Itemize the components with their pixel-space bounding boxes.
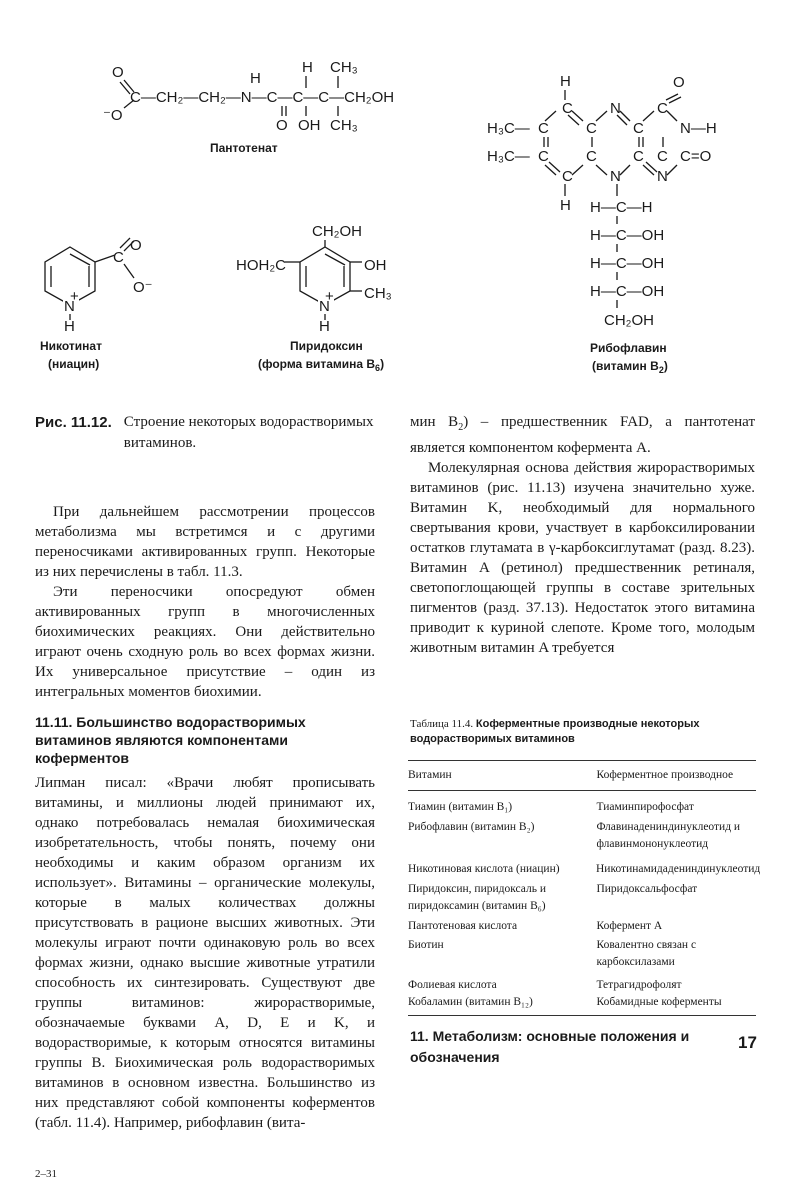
svg-text:C: C: [633, 148, 644, 165]
svg-text:O: O: [276, 117, 288, 134]
left-column-body: [35, 773, 375, 1133]
table-cell: Тетрагидрофолят: [596, 979, 682, 991]
svg-text:C—CH₂—CH₂—N—C—C—C—CH₂OH: C—CH₂—CH₂—N—C—C—C—CH₂OH: [130, 89, 395, 106]
table-cell: Флавинадениндинуклеотид и флавинмононуклеотид: [596, 821, 741, 850]
paragraph: Эти переносчики опосредуют обмен активированных групп в многочисленных биохимических реакциях. Они действительно играют очень сходную роль во всех формах жизни. Их универсальное присутствие – один из интегральных моментов биохимии.: [35, 584, 375, 700]
svg-text:O: O: [130, 237, 142, 254]
running-footer-chapter: 11. Метаболизм: основные положения и обозначения: [410, 1028, 690, 1065]
svg-text:H—C—H: H—C—H: [590, 199, 653, 216]
table-cell: Кобамидные коферменты: [596, 996, 722, 1008]
svg-text:C: C: [113, 249, 124, 266]
svg-text:C: C: [586, 148, 597, 165]
printer-signature: 2–31: [35, 1168, 57, 1180]
svg-text:H—C—OH: H—C—OH: [590, 255, 665, 272]
svg-text:H: H: [302, 59, 313, 76]
svg-text:+: +: [325, 288, 334, 305]
svg-text:C=O: C=O: [680, 148, 712, 165]
pyridoxine-structure: [236, 223, 392, 373]
riboflavin-sublabel-index: 2: [658, 365, 664, 375]
table-row: [408, 918, 756, 935]
nicotinate-structure: [40, 237, 153, 371]
svg-text:O: O: [112, 64, 124, 81]
table-cell: Пиридоксальфосфат: [596, 883, 698, 895]
vitamin-structures-figure: [0, 0, 800, 400]
riboflavin-structure: [487, 73, 717, 375]
pyridoxine-label: Пиридоксин: [290, 339, 363, 353]
left-column-top: [35, 502, 375, 702]
table-cell: Рибофлавин (витамин B₂): [408, 821, 535, 833]
svg-text:C: C: [657, 148, 668, 165]
paragraph: Липман писал: «Врачи любят прописывать витамины, и миллионы людей принимают их, однако потребовалась немалая биохимическая изобретательность, чтобы понять, почему они необходимы и каким образом организм их использует». Витамины – органические молекулы, которые в малых количествах должны присутствовать в рационе высших животных. Эти молекулы играют почти одинаковую роль во всех формах жизни, однако высшие животные утратили способность их синтезировать. Существуют две группы витаминов: жирорастворимые, обозначаемые буквами A, D, E и K, и водорастворимые, к которым относятся витамины группы B. Биохимическая роль водорастворимых витаминов в основном известна. Большинство из них представляют собой компоненты коферментов (табл. 11.4). Например, рибофлавин (вита-: [35, 775, 375, 1131]
svg-text:H: H: [560, 73, 571, 90]
svg-text:H: H: [319, 318, 330, 335]
coenzyme-table: [408, 760, 761, 1016]
nicotinate-label: Никотинат: [40, 339, 102, 353]
section-heading: 11.11. Большинство водорастворимых витаминов являются компонентами коферментов: [35, 714, 306, 766]
svg-text:CH₃: CH₃: [330, 59, 358, 76]
paragraph: мин $B_2$) – предшественник FAD, а пантотенат является компонентом кофермента A.: [410, 414, 755, 456]
table-caption-title: Коферментные производные некоторых водорастворимых витаминов: [410, 718, 700, 745]
svg-text:N: N: [64, 298, 75, 315]
svg-text:H: H: [64, 318, 75, 335]
svg-text:N: N: [319, 298, 330, 315]
svg-text:H₃C—: H₃C—: [487, 120, 530, 137]
nicotinate-sublabel: (ниацин): [48, 357, 100, 371]
svg-text:N: N: [610, 100, 621, 117]
table-header-vitamin: Витамин: [408, 769, 452, 781]
svg-text:O: O: [673, 74, 685, 91]
table-cell: Никотинамидадениндинуклеотид: [596, 863, 761, 875]
svg-text:C: C: [586, 120, 597, 137]
table-row: [408, 937, 756, 971]
table-cell: Тиаминпирофосфат: [596, 801, 694, 813]
svg-text:O⁻: O⁻: [133, 279, 153, 296]
svg-text:C: C: [538, 120, 549, 137]
svg-text:C: C: [562, 100, 573, 117]
page-number: 17: [738, 1033, 757, 1052]
svg-text:CH₃: CH₃: [364, 285, 392, 302]
svg-text:H₃C—: H₃C—: [487, 148, 530, 165]
figure-caption-number: Рис. 11.12.: [35, 414, 112, 431]
svg-text:H: H: [560, 197, 571, 214]
svg-text:C: C: [633, 120, 644, 137]
svg-text:N: N: [657, 168, 668, 185]
svg-text:C: C: [538, 148, 549, 165]
table-row: [408, 977, 756, 994]
table-cell: Кофермент A: [596, 920, 663, 932]
right-column: [410, 412, 755, 658]
table-header: [408, 761, 756, 791]
pantothenate-structure: [103, 59, 394, 155]
svg-text:C: C: [657, 100, 668, 117]
svg-text:OH: OH: [364, 257, 387, 274]
paragraph: Молекулярная основа действия жирорастворимых витаминов (рис. 11.13) изучена значительно хуже. Витамин K, необходимый для нормального свертывания крови, участвует в карбоксилировании остатков глутамата в γ-карбоксиглутамат (разд. 8.23). Витамин A (ретинол) предшественник ретиналя, светопоглощающей группы в составе зрительных пигментов (разд. 37.13). Недостаток этого витамина приводит к куриной слепоте. Кроме того, молодым животным витамин A требуется: [410, 460, 755, 656]
table-header-coenzyme: Коферментное производное: [596, 769, 734, 781]
table-cell: Фолиевая кислота: [408, 979, 497, 991]
table-caption: [410, 717, 760, 747]
svg-text:HOH₂C: HOH₂C: [236, 257, 286, 274]
pyridoxine-sublabel-index: 6: [375, 363, 381, 373]
table-cell: Пантотеновая кислота: [408, 920, 518, 932]
table-cell: Ковалентно связан с карбоксилазами: [596, 939, 697, 968]
table-row: [408, 819, 756, 853]
svg-text:(витамин B2): (витамин $B_2$): [592, 359, 668, 375]
svg-text:⁻O: ⁻O: [103, 107, 123, 124]
table-cell: Тиамин (витамин B₁): [408, 801, 513, 813]
pyridoxine-sublabel: (форма витамина B: [258, 357, 376, 371]
table-cell: Биотин: [408, 939, 444, 951]
table-row: [408, 799, 756, 816]
svg-text:H—C—OH: H—C—OH: [590, 227, 665, 244]
table-cell: Никотиновая кислота (ниацин): [408, 863, 560, 875]
svg-text:CH₂OH: CH₂OH: [604, 312, 654, 329]
table-body: [408, 791, 761, 1016]
table-row: [408, 881, 756, 915]
table-row: [408, 861, 761, 878]
svg-text:(форма витамина B6): (форма витамина $B_6$): [258, 357, 385, 373]
svg-text:CH₂OH: CH₂OH: [312, 223, 362, 240]
svg-text:H: H: [250, 70, 261, 87]
svg-text:+: +: [70, 288, 79, 305]
table-row: [408, 994, 756, 1011]
table-cell: Кобаламин (витамин B₁₂): [408, 996, 533, 1008]
table-cell: Пиридоксин, пиридоксаль и пиридоксамин (витамин B₆): [408, 883, 547, 912]
svg-text:N—H: N—H: [680, 120, 717, 137]
svg-text:C: C: [562, 168, 573, 185]
table-caption-prefix: Таблица 11.4.: [410, 718, 474, 730]
svg-text:OH: OH: [298, 117, 321, 134]
figure-caption: [35, 412, 375, 454]
riboflavin-sublabel: (витамин B: [592, 359, 659, 373]
pantothenate-label: Пантотенат: [210, 141, 278, 155]
riboflavin-label: Рибофлавин: [590, 341, 667, 355]
svg-text:CH₃: CH₃: [330, 117, 358, 134]
svg-text:H—C—OH: H—C—OH: [590, 283, 665, 300]
svg-text:N: N: [610, 168, 621, 185]
figure-caption-text: Строение некоторых водорастворимых витаминов.: [123, 414, 374, 451]
paragraph: При дальнейшем рассмотрении процессов метаболизма мы встретимся и с другими переносчиками активированных групп. Некоторые из них перечислены в табл. 11.3.: [35, 504, 375, 580]
